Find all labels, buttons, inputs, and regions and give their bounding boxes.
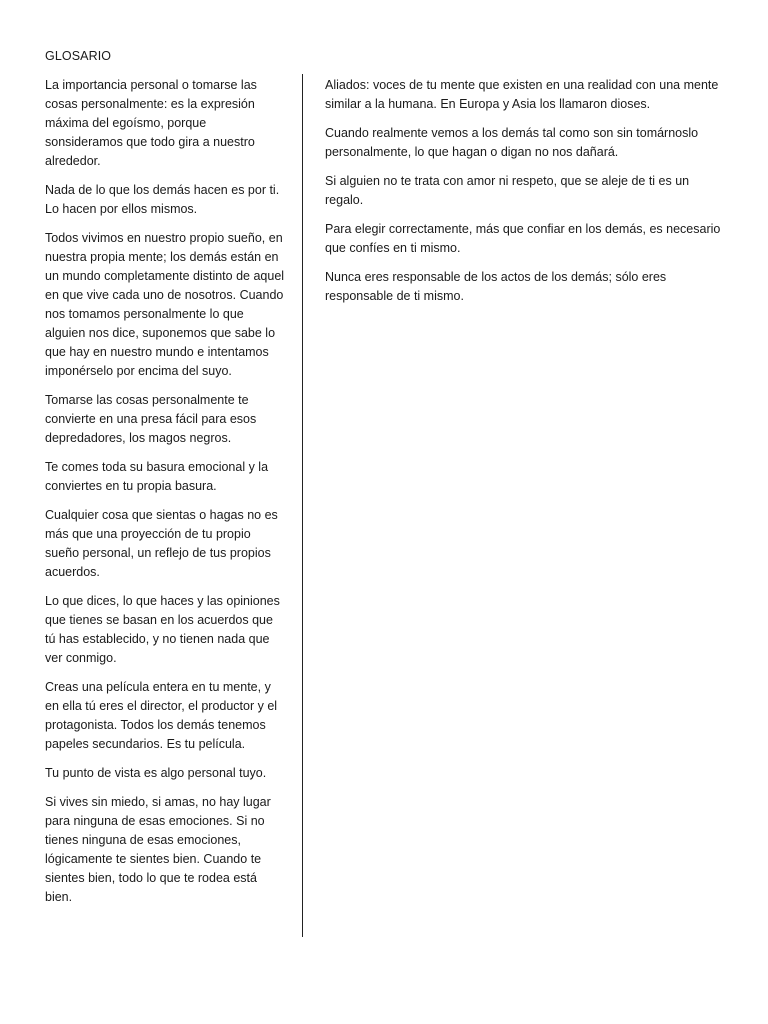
paragraph: Nada de lo que los demás hacen es por ti. Lo hacen por ellos mismos.	[45, 183, 280, 216]
paragraph: Tomarse las cosas personalmente te convierte en una presa fácil para esos depredadores, los magos negros.	[45, 393, 257, 445]
paragraph: Lo que dices, lo que haces y las opiniones que tienes se basan en los acuerdos que tú has establecido, y no tienen nada que ver conmigo.	[45, 594, 280, 665]
paragraph: Nunca eres responsable de los actos de los demás; sólo eres responsable de ti mismo.	[325, 270, 667, 303]
paragraph: Aliados: voces de tu mente que existen en una realidad con una mente similar a la humana. En Europa y Asia los llamaron dioses.	[325, 78, 719, 111]
paragraph: Cualquier cosa que sientas o hagas no es más que una proyección de tu propio sueño personal, un reflejo de tus propios acuerdos.	[45, 508, 278, 579]
paragraph: Para elegir correctamente, más que confiar en los demás, es necesario que confíes en ti mismo.	[325, 222, 721, 255]
right-column	[325, 76, 725, 316]
left-column	[45, 76, 285, 917]
paragraph: La importancia personal o tomarse las cosas personalmente: es la expresión máxima del egoísmo, porque sonsideramos que todo gira a nuestro alrededor.	[45, 78, 257, 168]
paragraph: Tu punto de vista es algo personal tuyo.	[45, 766, 267, 780]
document-title: GLOSARIO	[45, 49, 112, 63]
paragraph: Todos vivimos en nuestro propio sueño, en nuestra propia mente; los demás están en un mundo completamente distinto de aquel en que vive cada uno de nosotros. Cuando nos tomamos personalmente lo que alguien nos dice, suponemos que sabe lo que hay en nuestro mundo e intentamos imponérselo por encima del suyo.	[45, 231, 285, 378]
paragraph: Si vives sin miedo, si amas, no hay lugar para ninguna de esas emociones. Si no tienes ninguna de esas emociones, lógicamente te sientes bien. Cuando te sientes bien, todo lo que te rodea está bien.	[45, 795, 271, 904]
paragraph: Creas una película entera en tu mente, y en ella tú eres el director, el productor y el protagonista. Todos los demás tenemos papeles secundarios. Es tu película.	[45, 680, 278, 751]
paragraph: Te comes toda su basura emocional y la conviertes en tu propia basura.	[45, 460, 269, 493]
paragraph: Cuando realmente vemos a los demás tal como son sin tomárnoslo personalmente, lo que hagan o digan no nos dañará.	[325, 126, 699, 159]
paragraph: Si alguien no te trata con amor ni respeto, que se aleje de ti es un regalo.	[325, 174, 690, 207]
column-divider	[302, 74, 303, 937]
